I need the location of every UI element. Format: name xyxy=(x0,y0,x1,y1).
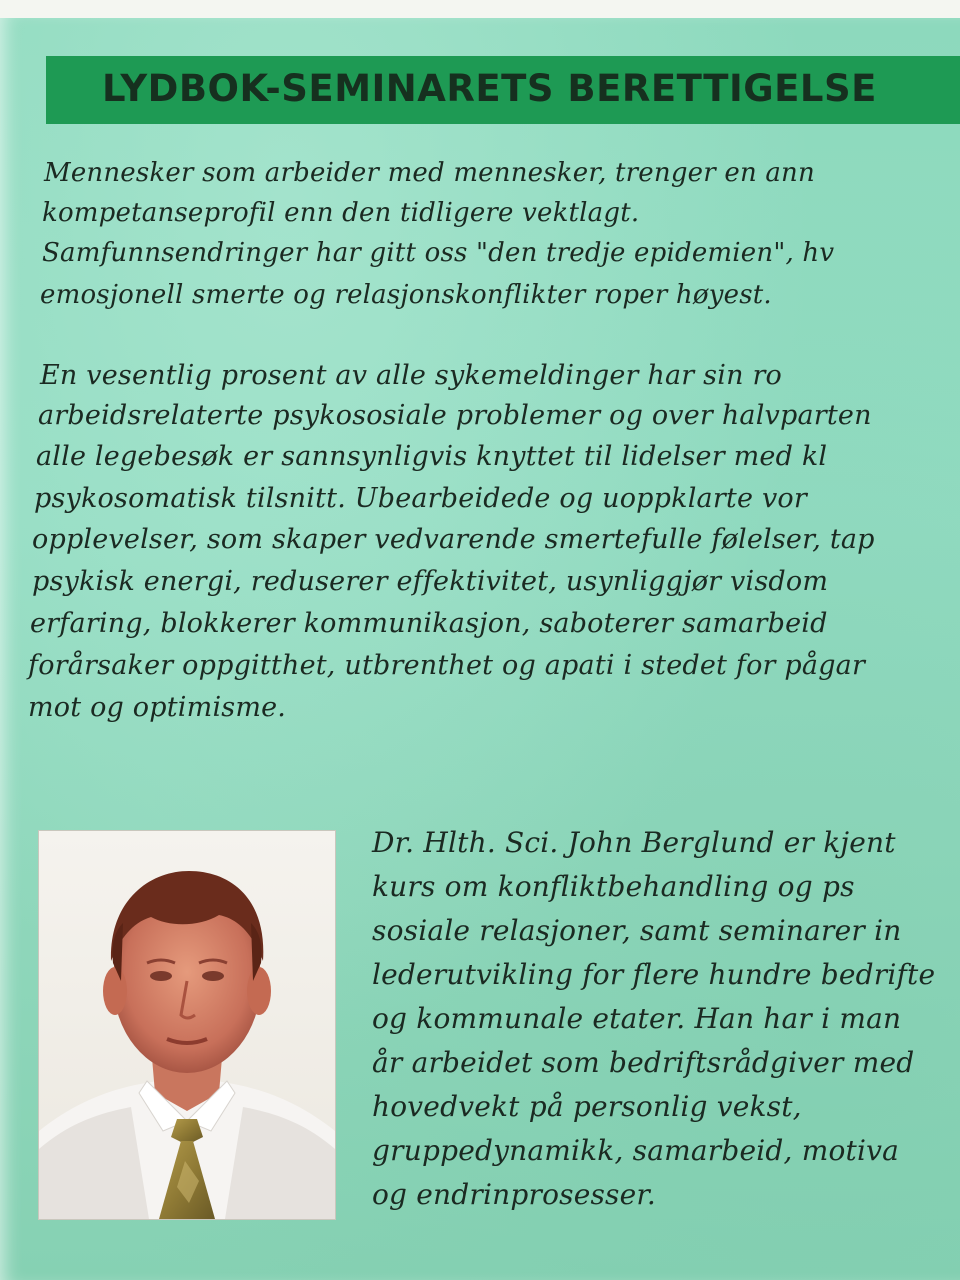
bio-line: og kommunale etater. Han har i man xyxy=(372,1002,902,1035)
paragraph-line: emosjonell smerte og relasjonskonflikter roper høyest. xyxy=(40,280,772,310)
bio-line: år arbeidet som bedriftsrådgiver med xyxy=(372,1046,915,1079)
paragraph-line: psykosomatisk tilsnitt. Ubearbeidede og uoppklarte vor xyxy=(34,483,807,514)
section-banner xyxy=(46,56,960,124)
paragraph-line: alle legebesøk er sannsynligvis knyttet til lidelser med kl xyxy=(36,441,828,472)
bio-line: sosiale relasjoner, samt seminarer in xyxy=(372,914,902,947)
main-paragraph xyxy=(0,360,960,740)
bio-line: hovedvekt på personlig vekst, xyxy=(372,1090,802,1123)
author-bio xyxy=(0,826,960,1246)
paragraph-line: erfaring, blokkerer kommunikasjon, saboterer samarbeid xyxy=(30,608,828,639)
section-title: LYDBOK-SEMINARETS BERETTIGELSE xyxy=(102,67,877,110)
intro-paragraph xyxy=(0,158,960,338)
bio-line: lederutvikling for flere hundre bedrifte xyxy=(372,958,936,991)
paragraph-line: forårsaker oppgitthet, utbrenthet og apati i stedet for pågar xyxy=(28,650,866,681)
bio-line: Dr. Hlth. Sci. John Berglund er kjent xyxy=(372,826,896,859)
paragraph-line: arbeidsrelaterte psykososiale problemer og over halvparten xyxy=(38,400,872,431)
paragraph-line: opplevelser, som skaper vedvarende smertefulle følelser, tap xyxy=(32,524,875,555)
paragraph-line: kompetanseprofil enn den tidligere vektlagt. xyxy=(42,198,640,228)
brochure-page xyxy=(0,18,960,1280)
paragraph-line: psykisk energi, reduserer effektivitet, usynliggjør visdom xyxy=(32,566,829,597)
paragraph-line: En vesentlig prosent av alle sykemeldinger har sin ro xyxy=(40,360,783,391)
bio-line: kurs om konfliktbehandling og ps xyxy=(372,870,855,903)
paragraph-line: Samfunnsendringer har gitt oss "den tredje epidemien", hv xyxy=(42,238,835,268)
paragraph-line: Mennesker som arbeider med mennesker, trenger en ann xyxy=(44,158,815,188)
bio-line: og endrinprosesser. xyxy=(372,1178,657,1211)
bio-line: gruppedynamikk, samarbeid, motiva xyxy=(372,1134,900,1167)
paragraph-line: mot og optimisme. xyxy=(28,692,287,723)
